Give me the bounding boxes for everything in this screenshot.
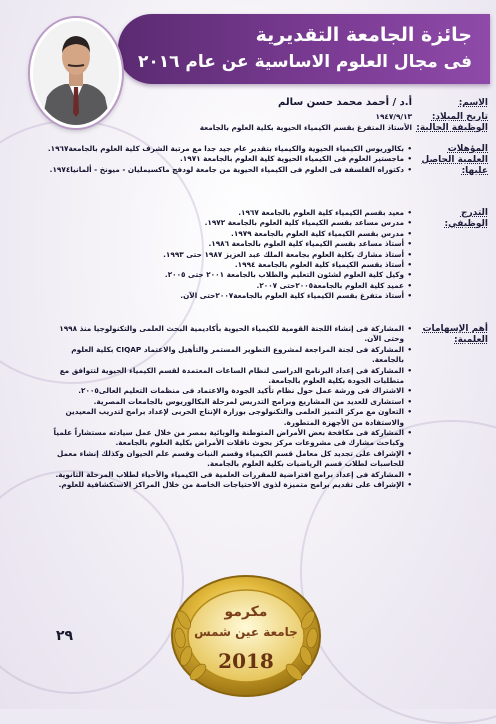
list-item: • ماجستير العلوم فى الكيمياء الحيوية كلية العلوم بالجامعة ١٩٧١. (40, 154, 412, 164)
list-item: • أستاذ مشارك بكلية العلوم بجامعة الملك عبد العزيز ١٩٨٧ حتى ١٩٩٣. (40, 250, 412, 260)
name-row (8, 98, 488, 110)
birthdate-value: ١٩٤٧/٩/١٣ (375, 112, 412, 121)
list-item: • عميد كلية العلوم بالجامعة٢٠٠٥حتى ٢٠٠٧. (40, 281, 412, 291)
list-item: • التعاون مع مركز التميز العلمى والتكنولوجى بوزارة الإنتاج الحربى لإعداد برامج لتدريب المعيدين والاستفادة من الأجهزة المتطورة. (40, 407, 412, 428)
honorees-medal-logo (168, 570, 324, 698)
list-item: • المشاركة فى لجنة المراجعة لمشروع التطوير المستمر والتأهيل والاعتماد CIQAP بكلية العلوم بالجامعة. (40, 345, 412, 366)
list-item: • المشاركة فى إعداد البرنامج الدراسى لنظام الساعات المعتمدة لقسم الكيمياء الحيوية لتتوافق مع متطلبات الجودة بكلية العلوم بالجامعة. (40, 366, 412, 387)
contributions-label: أهم الإسهامات العلمية: (422, 324, 488, 345)
list-item: • المشاركة فى إنشاء اللجنة القومية للكيمياء الحيوية بأكاديمية البحث العلمى والتكنولوجيا منذ ١٩٩٨ وحتى الآن. (40, 324, 412, 345)
qualifications-list (40, 144, 412, 175)
laurel-medal-icon (168, 570, 324, 698)
page-title: جائزة الجامعة التقديرية (255, 24, 472, 46)
list-item: • الاشتراك فى ورشة عمل حول نظام تأكيد الجودة والاعتماد فى منظمات التعليم العالى٢٠٠٥. (40, 386, 412, 396)
current-job-label: الوظيفة الحالية: (416, 123, 488, 133)
list-item: • أستاذ بقسم الكيمياء كلية العلوم بالجامعة ١٩٩٤. (40, 260, 412, 270)
birthdate-label: تاريخ الميلاد: (431, 112, 488, 122)
list-item: • مدرس مساعد بقسم الكيمياء كلية العلوم بالجامعة ١٩٧٢. (40, 218, 412, 228)
contributions-list (40, 324, 412, 491)
page-number: ٢٩ (56, 628, 74, 644)
name-value: أ.د / أحمد محمد حسن سالم (278, 97, 412, 108)
list-item: • أستاذ متفرغ بقسم الكيمياء كلية العلوم بالجامعة٢٠٠٧حتى الآن. (40, 291, 412, 301)
qualifications-list-wrap (40, 144, 412, 175)
list-item: • الإشراف على تجديد كل معامل قسم الكيمياء وقسم النبات وقسم علم الحيوان وكذلك إنشاء معمل للحاسبات لطلاب قسم الرياضيات بكلية العلوم بالجامعة. (40, 449, 412, 470)
medal-year: 2018 (218, 649, 274, 673)
career-list-wrap (40, 208, 412, 302)
list-item: • بكالوريوس الكيمياء الحيوية والكيمياء بتقدير عام جيد جدا مع مرتبة الشرف كلية العلوم بالجامعة١٩٦٧. (40, 144, 412, 154)
list-item: • المشاركة فى إعداد برامج افتراضية للمقررات العلمية فى الكيمياء والأحياء لطلاب المرحلة الثانوية. (40, 470, 412, 480)
birthdate-row (8, 112, 488, 123)
list-item: • المشاركة فى مكافحة بعض الأمراض المتوطنة والوبائية بمصر من خلال عمل سيادته مستشاراً علمياً وكباحث مشارك فى مشروعات مركز بحوث ناقلات الأمراض بكلية العلوم بالجامعة. (40, 428, 412, 449)
medal-text-university: جامعة عين شمس (194, 625, 298, 639)
list-item: • استشارى للعديد من المشاريع وبرامج التدريس لمرحلة البكالوريوس بالجامعات المصرية. (40, 397, 412, 407)
name-label: الاسم: (458, 98, 488, 108)
list-item: • مدرس بقسم الكيمياء كلية العلوم بالجامعة ١٩٧٩. (40, 229, 412, 239)
list-item: • دكتوراه الفلسفة فى العلوم فى الكيمياء الحيوية من جامعة لودفج ماكسيمليان - ميونخ - ألمانيا١٩٧٤. (40, 165, 412, 175)
list-item: • وكيل كلية العلوم لشئون التعليم والطلاب بالجامعة ٢٠٠١ حتى ٢٠٠٥. (40, 270, 412, 280)
page-subtitle: فى مجال العلوم الاساسية عن عام ٢٠١٦ (137, 52, 472, 72)
current-job-value: الأستاذ المتفرغ بقسم الكيمياء الحيوية بكلية العلوم بالجامعة (199, 123, 412, 132)
qualifications-label: المؤهلات العلمية الحاصل عليها: (421, 144, 488, 176)
list-item: • أستاذ مساعد بقسم الكيمياء كلية العلوم بالجامعة ١٩٨٦. (40, 239, 412, 249)
list-item: • الإشراف على تقديم برامج متميزة لذوى الاحتياجات الخاصة من خلال المراكز الاستكشافية للعلوم. (40, 480, 412, 490)
title-banner (118, 14, 490, 84)
contributions-list-wrap (40, 324, 412, 491)
list-item: • معيد بقسم الكيمياء كلية العلوم بالجامعة ١٩٦٧. (40, 208, 412, 218)
career-label: التدرج الوظيفي: (444, 208, 488, 229)
current-job-row (8, 123, 488, 134)
medal-text-honorees: مكرمو (224, 604, 268, 620)
career-list (40, 208, 412, 302)
